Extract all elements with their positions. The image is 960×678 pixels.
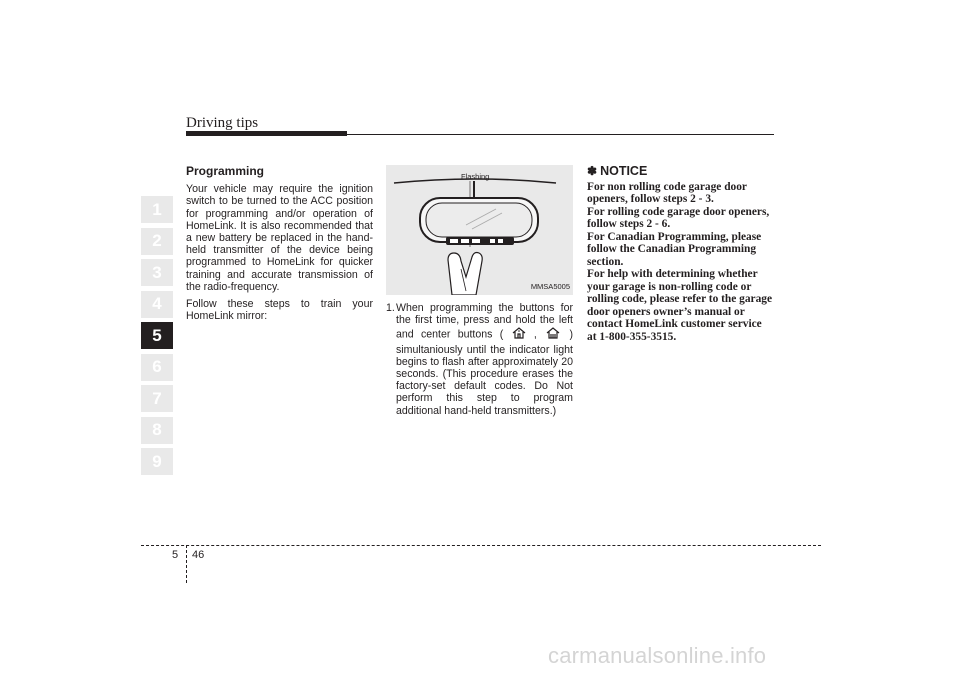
notice-line: For non rolling code garage door openers, follow steps 2 - 3. xyxy=(587,180,747,205)
footer-vertical-divider xyxy=(186,545,187,583)
homelink-button-1-icon xyxy=(511,326,527,343)
chapter-tab-6: 6 xyxy=(141,354,173,381)
chapter-tab-2: 2 xyxy=(141,228,173,255)
notice-star-icon: ✽ xyxy=(587,164,598,178)
chapter-tab-1: 1 xyxy=(141,196,173,223)
header-rule-thick xyxy=(186,131,347,136)
chapter-tab-4: 4 xyxy=(141,291,173,318)
notice-title xyxy=(587,165,774,178)
notice-line: For Canadian Programming, please follow the Canadian Programming section. xyxy=(587,230,762,268)
footer-page-number: 46 xyxy=(192,549,205,561)
step-text-before: When programming the buttons for the first time, press and hold the left and center buttons ( xyxy=(396,302,573,341)
mirror-hand-drawing xyxy=(386,165,573,295)
mirror-illustration xyxy=(386,165,573,295)
chapter-tab-9: 9 xyxy=(141,448,173,475)
section-heading: Programming xyxy=(186,164,265,178)
homelink-button-2-icon xyxy=(544,326,562,343)
chapter-tab-8: 8 xyxy=(141,417,173,444)
step-text-after: ) simultaniously until the indicator light begins to flash after approximately 20 seconds. (This procedure erases the factory-set default codes. Do Not perform this step to program additional hand-held transmitters.) xyxy=(396,328,573,417)
chapter-tabs xyxy=(141,196,173,480)
step-1 xyxy=(386,302,573,417)
step-separator: , xyxy=(533,328,537,341)
step-number: 1. xyxy=(386,302,395,314)
programming-section xyxy=(186,165,373,327)
chapter-tab-3: 3 xyxy=(141,259,173,286)
figure-flashing-label: Flashing xyxy=(461,172,490,181)
notice-box xyxy=(587,165,774,343)
footer-chapter-number: 5 xyxy=(172,549,179,561)
header-rule-thin xyxy=(347,134,774,135)
notice-line: For help with determining whether your garage is non-rolling code or rolling code, please refer to the garage door openers owner’s manual or contact HomeLink customer service at 1-800-355-3515. xyxy=(587,268,773,343)
figure-code: MMSA5005 xyxy=(530,282,570,291)
chapter-tab-7: 7 xyxy=(141,385,173,412)
watermark: carmanualsonline.info xyxy=(548,643,767,668)
page-header-title: Driving tips xyxy=(186,115,259,131)
paragraph-follow-steps: Follow these steps to train your HomeLink mirror: xyxy=(186,298,373,323)
notice-line: For rolling code garage door openers, follow steps 2 - 6. xyxy=(587,205,770,230)
footer-divider xyxy=(141,545,821,546)
paragraph-intro: Your vehicle may require the ignition switch to be turned to the ACC position for programming and/or operation of HomeLink. It is also recommended that a new battery be replaced in the hand-held transmitter of the device being programmed to HomeLink for quicker training and accurate transmission of the radio-frequency. xyxy=(186,183,373,293)
chapter-tab-5: 5 xyxy=(141,322,173,349)
notice-title-text: NOTICE xyxy=(600,164,648,178)
